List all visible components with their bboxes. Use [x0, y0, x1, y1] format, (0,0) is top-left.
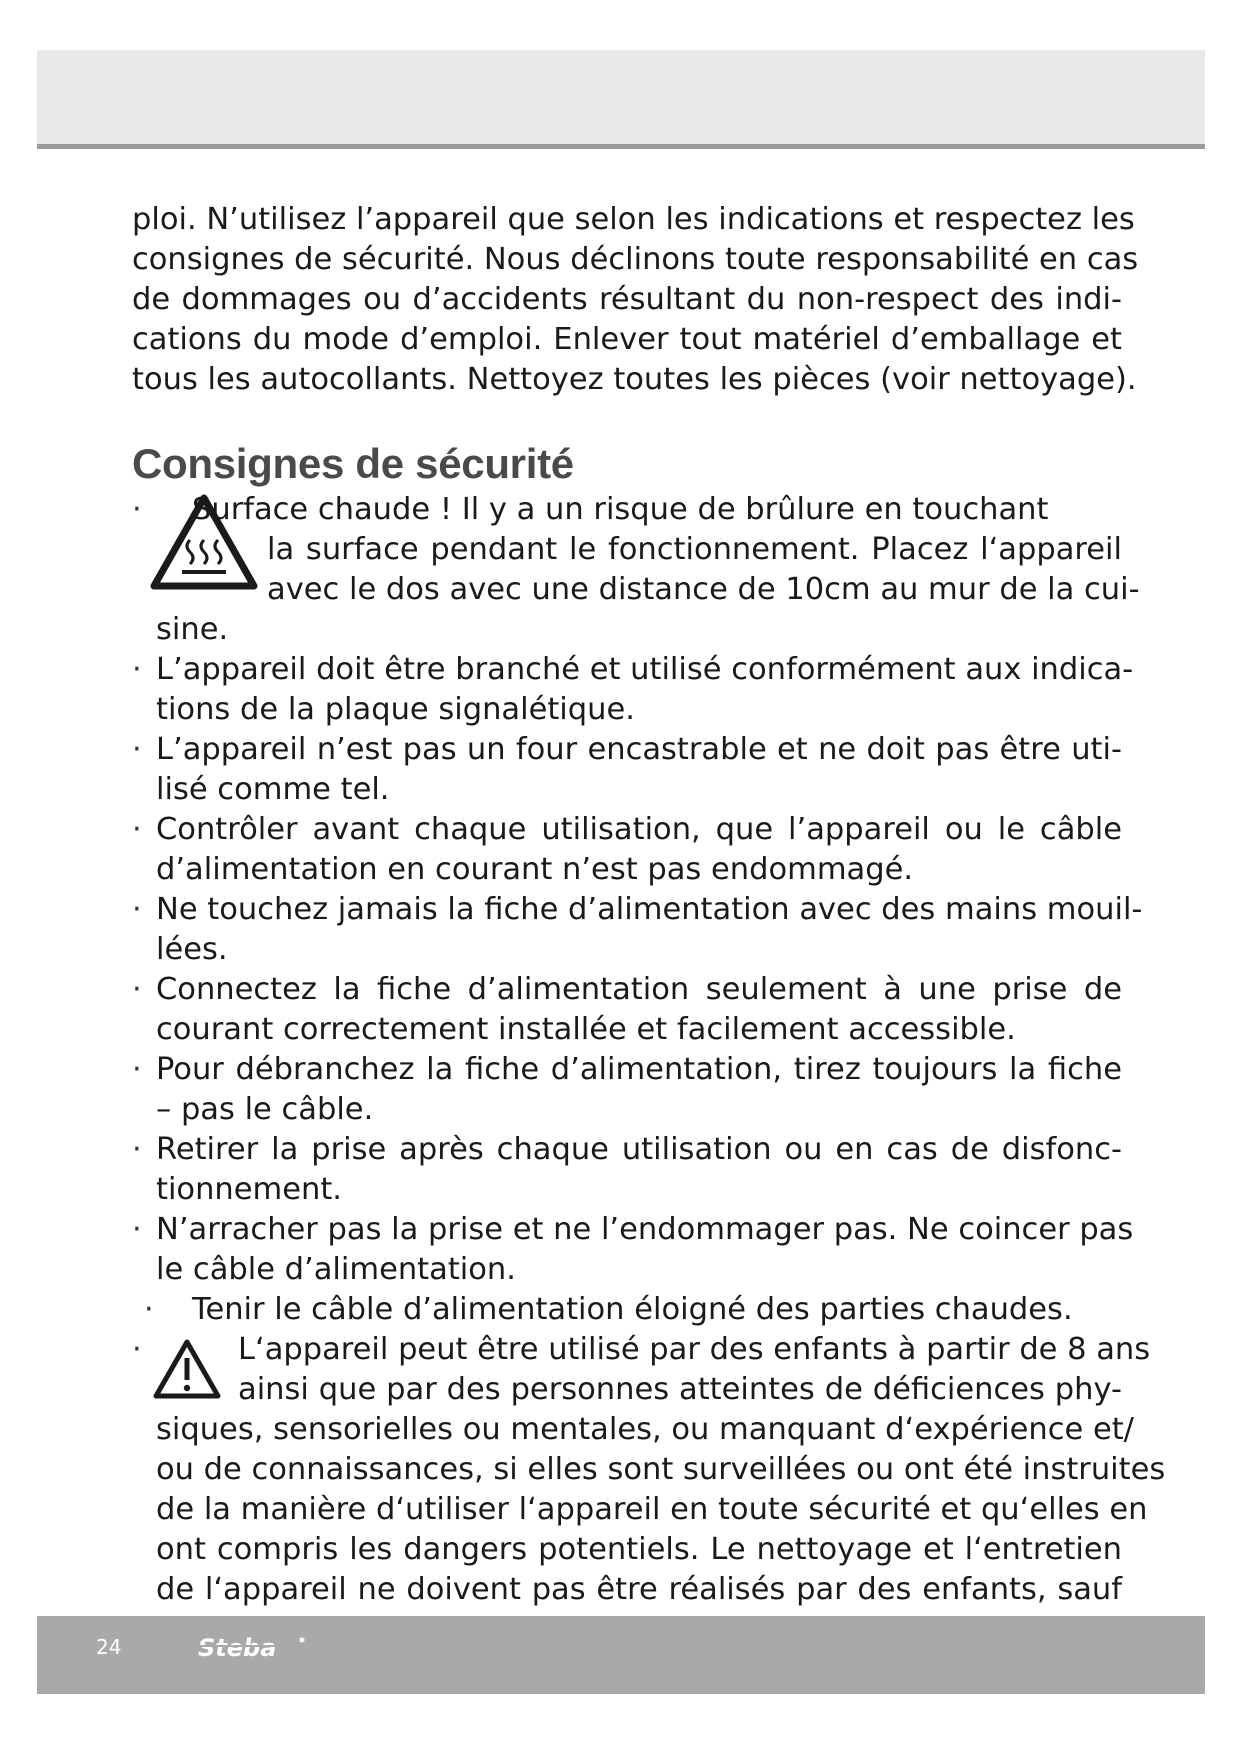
bullet: · — [132, 732, 142, 767]
text-line: ainsi que par des personnes atteintes de déficiences phy- — [238, 1372, 1122, 1407]
text-line: la surface pendant le fonctionnement. Placez l‘appareil — [267, 532, 1122, 567]
list-item-text — [156, 970, 1122, 1050]
text-line: – pas le câble. — [156, 1092, 374, 1127]
list-item-text — [156, 650, 1134, 730]
list-item — [132, 730, 1122, 810]
list-item — [132, 890, 1143, 970]
text-line: sine. — [156, 612, 229, 647]
list-item-hot-surface — [132, 490, 1140, 650]
intro-line: ploi. N’utilisez l’appareil que selon les indications et respectez les — [132, 202, 1135, 237]
text-line: Contrôler avant chaque utilisation, que l’appareil ou le câble — [156, 812, 1122, 847]
section-title: Consignes de sécurité — [132, 440, 574, 487]
list-item-text — [156, 1050, 1122, 1130]
text-line: ont compris les dangers potentiels. Le nettoyage et l‘entretien — [156, 1532, 1122, 1567]
text-line: siques, sensorielles ou mentales, ou manquant d‘expérience et/ — [156, 1412, 1134, 1447]
text-line: L’appareil n’est pas un four encastrable et ne doit pas être uti- — [156, 732, 1122, 767]
steba-logo — [196, 1632, 316, 1666]
bullet: · — [132, 1052, 142, 1087]
hot-surface-warning-icon — [150, 492, 258, 592]
text-line: ou de connaissances, si elles sont surveillées ou ont été instruites — [156, 1452, 1166, 1487]
bullet: · — [132, 1332, 142, 1367]
text-line: Surface chaude ! Il y a un risque de brûlure en touchant — [192, 492, 1049, 527]
list-item-children-warning — [132, 1330, 1166, 1610]
bullet: · — [132, 812, 142, 847]
text-line: de l‘appareil ne doivent pas être réalisés par des enfants, sauf — [156, 1572, 1122, 1607]
text-line: Ne touchez jamais la fiche d’alimentation avec des mains mouil- — [156, 892, 1143, 927]
list-item-text — [156, 490, 1140, 650]
bullet: · — [132, 652, 142, 687]
text-line: avec le dos avec une distance de 10cm au mur de la cui- — [267, 572, 1140, 607]
text-line: N’arracher pas la prise et ne l’endommager pas. Ne coincer pas — [156, 1212, 1134, 1247]
intro-line: de dommages ou d’accidents résultant du non-respect des indi- — [132, 282, 1122, 317]
page-content — [132, 200, 1166, 1610]
list-item — [132, 1050, 1122, 1130]
text-line: Retirer la prise après chaque utilisation ou en cas de disfonc- — [156, 1132, 1122, 1167]
list-item-text — [156, 1130, 1122, 1210]
bullet: · — [132, 492, 142, 527]
text-line: L’appareil doit être branché et utilisé conformément aux indica- — [156, 652, 1134, 687]
list-item — [132, 1130, 1122, 1210]
list-item — [132, 970, 1122, 1050]
list-item-text — [156, 810, 1122, 890]
bullet: · — [132, 1132, 142, 1167]
intro-line: consignes de sécurité. Nous déclinons toute responsabilité en cas — [132, 242, 1139, 277]
text-line: lées. — [156, 932, 228, 967]
text-line: Connectez la fiche d’alimentation seulement à une prise de — [156, 972, 1122, 1007]
bullet: · — [132, 892, 142, 927]
list-item-text — [156, 890, 1143, 970]
intro-line: tous les autocollants. Nettoyez toutes les pièces (voir nettoyage). — [132, 362, 1137, 397]
list-item-cable-away — [132, 1290, 1122, 1330]
text-line: courant correctement installée et facilement accessible. — [156, 1012, 1016, 1047]
safety-list — [132, 490, 1166, 1610]
text-line: L‘appareil peut être utilisé par des enfants à partir de 8 ans — [238, 1332, 1151, 1367]
text-line: tions de la plaque signalétique. — [156, 692, 635, 727]
bullet: · — [132, 1212, 142, 1247]
text-line: le câble d’alimentation. — [156, 1252, 516, 1287]
page-number: 24 — [96, 1635, 122, 1659]
list-item-text — [156, 730, 1122, 810]
brand-name: Steba — [198, 1634, 277, 1662]
list-item — [132, 810, 1122, 890]
intro-paragraph — [132, 200, 1139, 400]
text-line: de la manière d‘utiliser l‘appareil en toute sécurité et qu‘elles en — [156, 1492, 1148, 1527]
list-item-text — [156, 1330, 1166, 1610]
intro-line: cations du mode d’emploi. Enlever tout matériel d’emballage et — [132, 322, 1122, 357]
list-item-text — [156, 1210, 1134, 1290]
warning-icon — [152, 1338, 222, 1400]
list-item-text — [192, 1290, 1122, 1330]
text-line: tionnement. — [156, 1172, 342, 1207]
list-item — [132, 1210, 1134, 1290]
bullet: · — [144, 1292, 154, 1327]
bullet: · — [132, 972, 142, 1007]
header-band — [37, 50, 1205, 149]
text-line: d’alimentation en courant n’est pas endommagé. — [156, 852, 914, 887]
text-line: Tenir le câble d’alimentation éloigné des parties chaudes. — [192, 1292, 1073, 1327]
text-line: Pour débranchez la fiche d’alimentation, tirez toujours la fiche — [156, 1052, 1122, 1087]
text-line: lisé comme tel. — [156, 772, 390, 807]
list-item — [132, 650, 1134, 730]
